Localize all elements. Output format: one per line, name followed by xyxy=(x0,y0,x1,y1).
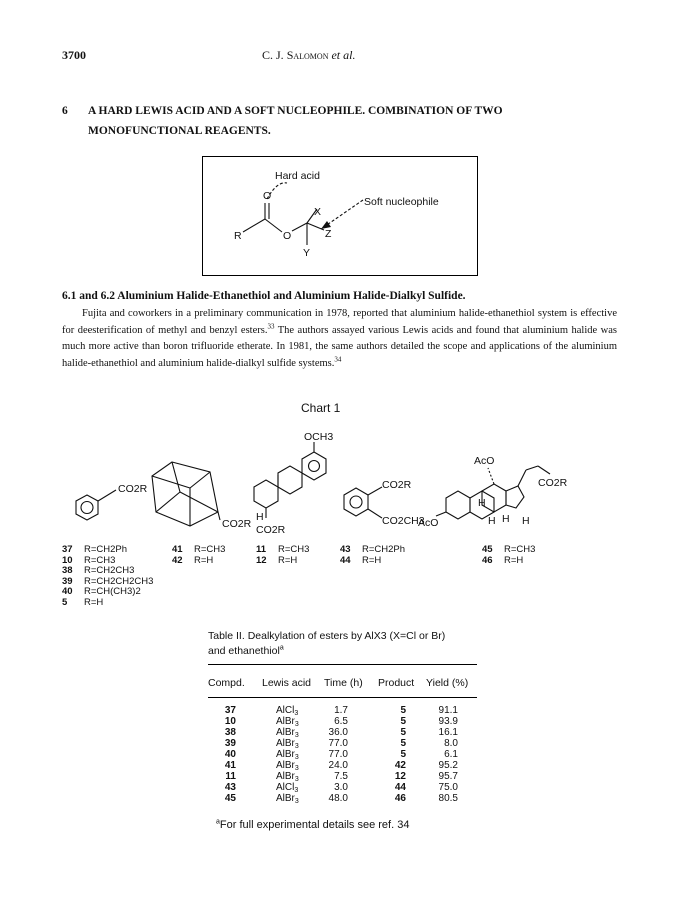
label-aco-top: AcO xyxy=(474,455,495,467)
ref-34: 34 xyxy=(334,355,342,364)
table-rule-top xyxy=(208,664,477,665)
body-part2: The authors assayed various Lewis acids and found that aluminium halide was much more active than boron trifluoride etherate. In 1981, the same authors detailed the scope and applications of the aluminium halide-ethanethiol and aluminium halide-dialkyl sulfide systems. xyxy=(62,324,617,369)
label-co2r-e: CO2R xyxy=(538,477,568,489)
table-row: 43 AlCl$_3$ 3.0 44 75.0 xyxy=(224,782,458,794)
ring-a xyxy=(254,480,278,508)
compound-entry: 10 R=CH3 xyxy=(62,554,116,566)
aromatic-circle xyxy=(81,502,93,514)
label-co2r-c: CO2R xyxy=(256,524,286,536)
compound-entry: 40 R=CH(CH3)2 xyxy=(62,586,141,598)
author-initials: C. J. xyxy=(262,48,287,62)
compound-labels-group-3 xyxy=(256,545,309,566)
compound-entry: 12 R=H xyxy=(256,554,298,566)
atom-z: Z xyxy=(325,228,332,240)
table-footnote xyxy=(216,819,409,831)
label-h-a: H xyxy=(256,511,264,523)
aromatic-ring xyxy=(302,452,326,480)
bond-ring-co2r xyxy=(368,487,382,495)
body-paragraph xyxy=(62,306,617,372)
label-co2r-b: CO2R xyxy=(222,518,252,530)
side-chain-3 xyxy=(538,466,550,474)
adamantane-bond-4 xyxy=(152,476,190,488)
bond-oac-left xyxy=(436,512,446,516)
subsection-heading: 6.1 and 6.2 Aluminium Halide-Ethanethiol and Aluminium Halide-Dialkyl Sulfide. xyxy=(62,290,466,302)
compound-labels-group-1 xyxy=(62,545,153,609)
scheme-box xyxy=(202,156,478,276)
adamantane-bond-1 xyxy=(172,462,180,492)
table-rule-mid xyxy=(208,697,477,698)
compound-entry: 45 R=CH3 xyxy=(482,544,536,555)
steroid-ring-d xyxy=(506,486,524,508)
section-title-line2: MONOFUNCTIONAL REAGENTS. xyxy=(88,125,271,137)
chart-structures xyxy=(60,420,620,550)
atom-o-bridge: O xyxy=(283,230,292,242)
col-header-product: Product xyxy=(378,677,415,689)
footnote-mark: a xyxy=(216,818,220,826)
table-row: 40 AlBr$_3$ 77.0 5 6.1 xyxy=(224,749,458,761)
benzene-ring xyxy=(76,495,98,520)
label-co2ch3: CO2CH3 xyxy=(382,515,425,527)
compound-entry: 44 R=H xyxy=(340,554,382,566)
adamantane-cage xyxy=(152,462,218,526)
section-title-line1: A HARD LEWIS ACID AND A SOFT NUCLEOPHILE. COMBINATION OF TWO xyxy=(88,105,503,117)
page-number: 3700 xyxy=(62,48,86,62)
table-row: 37 AlCl$_3$ 1.7 5 91.1 xyxy=(224,705,458,717)
structure-steroid xyxy=(436,466,550,519)
compound-labels-group-5 xyxy=(482,545,535,566)
bond-c-o xyxy=(265,219,282,232)
compound-labels-group-2 xyxy=(172,545,225,566)
footnote-text: For full experimental details see ref. 34 xyxy=(219,819,410,831)
table-row: 10 AlBr$_3$ 6.5 5 93.9 xyxy=(224,716,458,728)
label-h-c: H xyxy=(488,515,496,527)
running-head xyxy=(262,48,355,63)
compound-entry: 11 R=CH3 xyxy=(256,544,310,555)
label-h-d: H xyxy=(502,513,510,525)
adamantane-bond-2 xyxy=(156,492,180,512)
reaction-scheme-diagram xyxy=(203,157,477,275)
col-header-compd: Compd. xyxy=(208,677,245,689)
bond-oac-top xyxy=(488,468,494,484)
chart-title: Chart 1 xyxy=(301,401,341,415)
structure-adamantane xyxy=(152,462,220,526)
section-number: 6 xyxy=(62,105,68,117)
label-h-b: H xyxy=(478,497,486,509)
adamantane-bond-3 xyxy=(180,492,218,512)
author-etal: et al. xyxy=(328,48,356,62)
table-row: 45 AlBr$_3$ 48.0 46 80.5 xyxy=(224,793,458,805)
author-name: Salomon xyxy=(286,48,329,62)
table-caption xyxy=(208,629,478,659)
label-co2r-d: CO2R xyxy=(382,479,412,491)
label-h-e: H xyxy=(522,515,530,527)
label-och3: OCH3 xyxy=(304,431,334,443)
section-heading xyxy=(62,101,622,141)
table-row: 11 AlBr$_3$ 7.5 12 95.7 xyxy=(225,771,458,783)
aromatic-circle-3 xyxy=(350,496,362,508)
structure-benzoate xyxy=(76,490,116,520)
col-header-time: Time (h) xyxy=(324,677,363,689)
structure-podocarpate xyxy=(254,442,326,518)
compound-entry: 37 R=CH2Ph xyxy=(62,544,128,555)
label-co2r-a: CO2R xyxy=(118,483,148,495)
compound-entry: 39 R=CH2CH2CH3 xyxy=(62,575,154,587)
side-chain-1 xyxy=(518,470,526,486)
col-header-lewis-acid: Lewis acid xyxy=(262,677,312,689)
atom-r: R xyxy=(234,230,242,242)
compound-labels-group-4 xyxy=(340,545,405,566)
compound-entry: 5 R=H xyxy=(62,596,104,608)
table-row: 41 AlBr$_3$ 24.0 42 95.2 xyxy=(224,760,458,772)
atom-o-top: O xyxy=(263,190,272,202)
adamantane-bond-5 xyxy=(190,472,210,488)
col-header-yield: Yield (%) xyxy=(426,677,469,689)
bond-ring-co2ch3 xyxy=(368,509,382,518)
compound-entry: 41 R=CH3 xyxy=(172,544,226,555)
atom-y: Y xyxy=(303,247,311,259)
bond-ring-ester xyxy=(98,490,116,501)
steroid-ring-a xyxy=(446,491,470,519)
structure-phthalate xyxy=(344,487,382,518)
soft-nucleophile-label: Soft nucleophile xyxy=(364,196,439,208)
benzene-ring-2 xyxy=(344,488,368,516)
label-aco-left: AcO xyxy=(418,517,439,529)
compound-entry: 46 R=H xyxy=(482,554,524,566)
side-chain-2 xyxy=(526,466,538,470)
ring-b xyxy=(278,466,302,494)
table-row: 38 AlBr$_3$ 36.0 5 16.1 xyxy=(224,727,458,739)
table-caption-line1: Table II. Dealkylation of esters by AlX3 (X=Cl or Br) xyxy=(208,630,446,642)
bond-adamantane-ester xyxy=(218,512,220,520)
body-part1: Fujita and coworkers in a preliminary communication in 1978, reported that aluminium halide-ethanethiol system is effective for deesterification of methyl and benzyl esters. xyxy=(62,308,617,336)
hard-acid-label: Hard acid xyxy=(275,170,320,182)
table-caption-line2: and ethanethiol xyxy=(208,645,280,657)
aromatic-circle-2 xyxy=(309,461,320,472)
ref-33: 33 xyxy=(267,322,275,331)
compound-entry: 42 R=H xyxy=(172,554,214,566)
table-row: 39 AlBr$_3$ 77.0 5 8.0 xyxy=(224,738,458,750)
compound-entry: 43 R=CH2Ph xyxy=(340,544,406,555)
compound-entry: 38 R=CH2CH3 xyxy=(62,565,135,577)
atom-x: X xyxy=(314,206,322,218)
caption-footnote-mark: a xyxy=(279,644,284,652)
bond-r-c xyxy=(243,219,265,232)
bond-o-c xyxy=(292,223,307,231)
